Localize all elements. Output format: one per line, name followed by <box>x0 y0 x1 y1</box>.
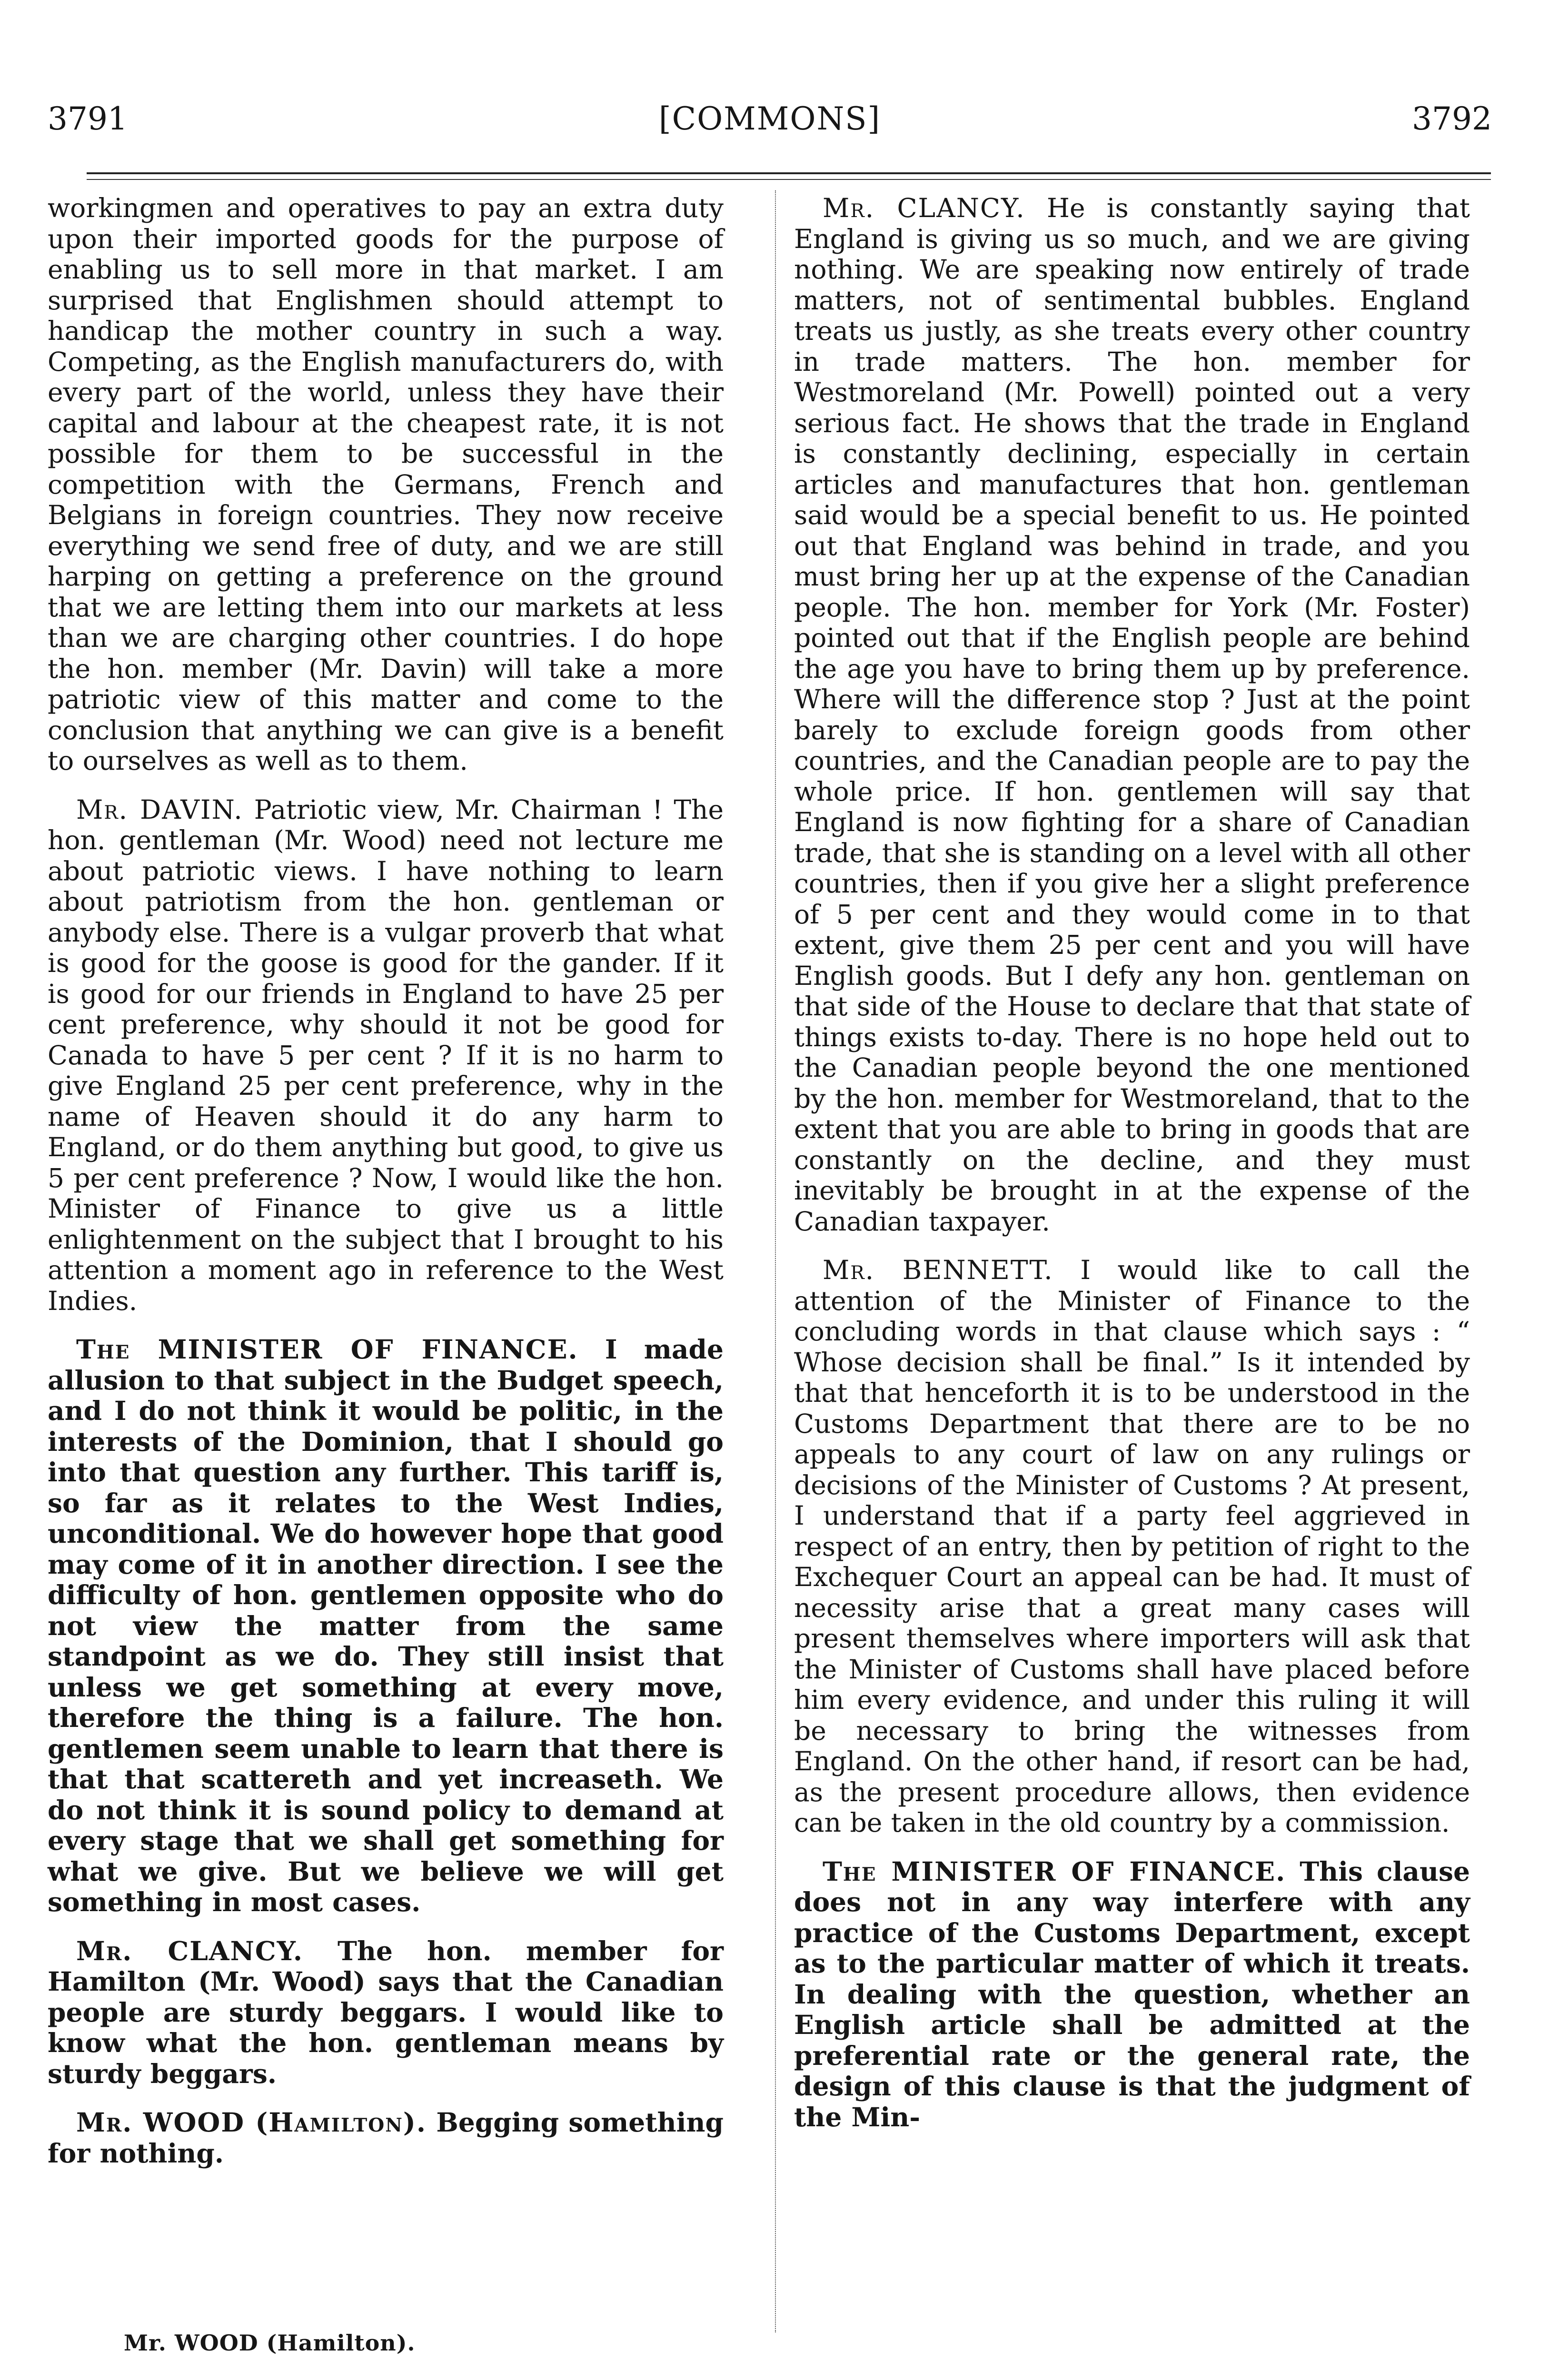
paragraph <box>48 193 724 776</box>
speaker-name: The MINISTER OF FINANCE. <box>823 1855 1286 1887</box>
paragraph <box>48 1334 724 1918</box>
paragraph-text: The hon. member for Hamilton (Mr. Wood) says that the Canadian people are sturdy beggars. I would like to know what the hon. gentleman means by sturdy beggars. <box>48 1935 724 2089</box>
paragraph <box>48 1936 724 2090</box>
right-column <box>794 193 1470 2151</box>
trailing-speaker-line: Mr. WOOD (Hamilton). <box>124 2330 416 2356</box>
paragraph-text: This clause does not in any way interfere with any practice of the Customs Department, except as to the particular matter of which it treats. In dealing with the question, whether an English article shall be admitted at the preferential rate or the general rate, the design of this clause is that the judgment of the Min- <box>794 1855 1470 2132</box>
paragraph <box>794 1255 1470 1838</box>
paragraph <box>794 1856 1470 2133</box>
page-number-left: 3791 <box>48 100 128 137</box>
speaker-name: Mr. CLANCY. <box>823 193 1025 223</box>
speaker-name: Mr. BENNETT. <box>823 1255 1053 1285</box>
speaker-name: Mr. DAVIN. <box>76 794 243 825</box>
paragraph-text: Patriotic view, Mr. Chairman ! The hon. gentleman (Mr. Wood) need not lecture me about patriotic views. I have nothing to learn about patriotism from the hon. gentleman or anybody else. There is a vulgar proverb that what is good for the goose is good for the gander. If it is good for our friends in England to have 25 per cent preference, why should it not be good for Canada to have 5 per cent ? If it is no harm to give England 25 per cent preference, why in the name of Heaven should it do any harm to England, or do them anything but good, to give us 5 per cent preference ? Now, I would like the hon. Minister of Finance to give us a little enlightenment on the subject that I brought to his attention a moment ago in reference to the West Indies. <box>48 794 724 1316</box>
column-divider <box>775 190 776 2332</box>
page-number-right: 3792 <box>1412 100 1492 137</box>
header-rule-thin <box>87 179 1491 180</box>
paragraph-text: I would like to call the attention of the Minister of Finance to the concluding words in that clause which says : “ Whose decision shall be final.” Is it intended by that that henceforth it is to be understood in the Customs Department that there are to be no appeals to any court of law on any rulings or decisions of the Minister of Customs ? At present, I understand that if a party feel aggrieved in respect of an entry, then by petition of right to the Exchequer Court an appeal can be had. It must of necessity arise that a great many cases will present themselves where importers will ask that the Minister of Customs shall have placed before him every evidence, and under this ruling it will be necessary to bring the witnesses from England. On the other hand, if resort can be had, as the present procedure allows, then evidence can be taken in the old country by a commission. <box>794 1255 1470 1838</box>
speaker-name: Mr. WOOD (Hamilton). <box>76 2107 427 2138</box>
left-column <box>48 193 724 2187</box>
speaker-name: The MINISTER OF FINANCE. <box>76 1334 578 1365</box>
paragraph-text: He is constantly saying that England is giving us so much, and we are giving nothing. We are speaking now entirely of trade matters, not of sentimental bubbles. England treats us justly, as she treats every other country in trade matters. The hon. member for Westmoreland (Mr. Powell) pointed out a very serious fact. He shows that the trade in England is constantly declining, especially in certain articles and manufactures that hon. gentleman said would be a special benefit to us. He pointed out that England was behind in trade, and you must bring her up at the expense of the Canadian people. The hon. member for York (Mr. Foster) pointed out that if the English people are behind the age you have to bring them up by preference. Where will the difference stop ? Just at the point barely to exclude foreign goods from other countries, and the Canadian people are to pay the whole price. If hon. gentlemen will say that England is now fighting for a share of Canadian trade, that she is standing on a level with all other countries, then if you give her a slight preference of 5 per cent and they would come in to that extent, give them 25 per cent and you will have English goods. But I defy any hon. gentleman on that side of the House to declare that that state of things exists to-day. There is no hope held out to the Canadian people beyond the one mentioned by the hon. member for Westmoreland, that to the extent that you are able to bring in goods that are constantly on the decline, and they must inevitably be brought in at the expense of the Canadian taxpayer. <box>794 193 1470 1237</box>
paragraph-text: workingmen and operatives to pay an extra duty upon their imported goods for the purpose of enabling us to sell more in that market. I am surprised that Englishmen should attempt to handicap the mother country in such a way. Competing, as the English manufacturers do, with every part of the world, unless they have their capital and labour at the cheapest rate, it is not possible for them to be successful in the competition with the Germans, French and Belgians in foreign countries. They now receive everything we send free of duty, and we are still harping on getting a preference on the ground that we are letting them into our markets at less than we are charging other countries. I do hope the hon. member (Mr. Davin) will take a more patriotic view of this matter and come to the conclusion that anything we can give is a benefit to ourselves as well as to them. <box>48 193 724 776</box>
journal-title: [COMMONS] <box>658 100 881 137</box>
paragraph-text: I made allusion to that subject in the Budget speech, and I do not think it would be politic, in the interests of the Dominion, that I should go into that question any further. This tariff is, so far as it relates to the West Indies, unconditional. We do however hope that good may come of it in another direction. I see the difficulty of hon. gentlemen opposite who do not view the matter from the same standpoint as we do. They still insist that unless we get something at every move, therefore the thing is a failure. The hon. gentlemen seem unable to learn that there is that that scattereth and yet increaseth. We do not think it is sound policy to demand at every stage that we shall get something for what we give. But we believe we will get something in most cases. <box>48 1334 724 1917</box>
paragraph <box>48 2107 724 2169</box>
speaker-name: Mr. CLANCY. <box>76 1935 303 1966</box>
paragraph <box>48 794 724 1317</box>
paragraph-text: Begging something for nothing. <box>48 2107 724 2169</box>
paragraph <box>794 193 1470 1237</box>
page-header <box>48 93 1492 145</box>
header-rule-thick <box>87 172 1491 174</box>
